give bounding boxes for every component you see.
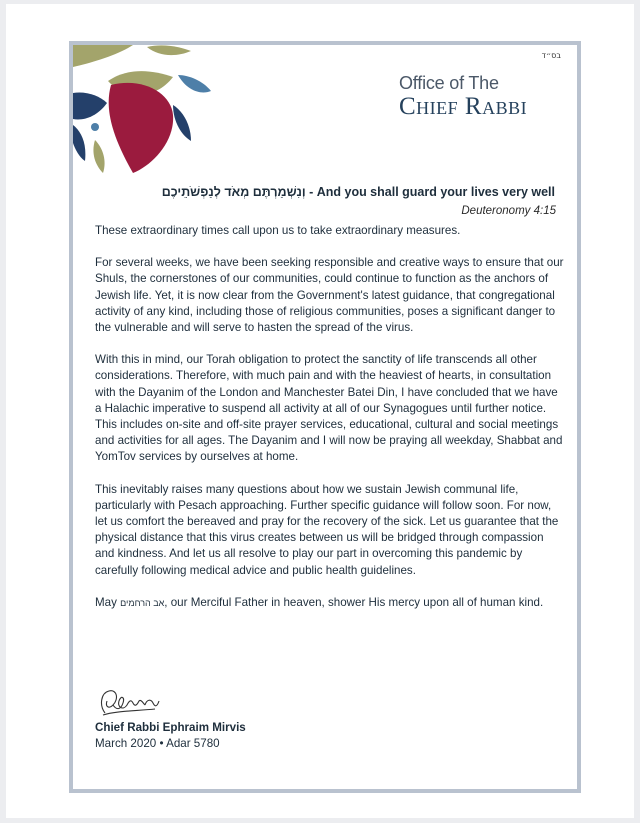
chief-rabbi-wordmark: Chief Rabbi [399,93,528,120]
bsd-mark: בס״ד [541,51,561,60]
closing-hebrew: אב הרחמים [120,597,165,608]
paragraph: This inevitably raises many questions about how we sustain Jewish communal life, particularly with Pesach approaching. Further specific guidance will follow soon. For now, let us comfort the bereaved and pray for the recovery of the sick. Let us guarantee that the physical distance that this virus creates between us will be bridged through compassion and kindness. And let us all resolve to play our part in overcoming this pandemic by carefully following medical advice and public health guidelines. [95,482,559,577]
leaf-logo-icon [73,45,213,175]
page-sheet [6,4,634,818]
letter-frame [69,41,581,793]
signature-icon [95,685,175,721]
letter-body [95,223,565,627]
verse-source: Deuteronomy 4:15 [461,205,556,217]
closing-paragraph: May אב הרחמים, our Merciful Father in heaven, shower His mercy upon all of human kind. [95,595,544,609]
paragraph: For several weeks, we have been seeking responsible and creative ways to ensure that our Shuls, the cornerstones of our communities, could continue to function as the anchors of Jewish life. Yet, it is now clear from the Government's latest guidance, that congregational activity of any kind, including those of religious communities, poses a significant danger to the vulnerable and will serve to hasten the spread of the virus. [95,256,564,335]
verse-hebrew: וְנִשְׁמַרְתֶּם מְאֹד לְנַפְשֹׁתֵיכֶם [161,185,306,199]
paragraph: These extraordinary times call upon us to take extraordinary measures. [95,224,461,237]
letter-date: March 2020 • Adar 5780 [95,737,220,750]
signatory-name: Chief Rabbi Ephraim Mirvis [95,721,246,734]
verse-quote [73,185,555,199]
verse-english: - And you shall guard your lives very well [305,185,555,199]
paragraph: With this in mind, our Torah obligation to protect the sanctity of life transcends all other considerations. Therefore, with much pain and with the heaviest of hearts, in consultation with the Dayanim of the London and Manchester Batei Din, I have concluded that we have a Halachic imperative to suspend all activity at all of our Synagogues until further notice. This includes on-site and off-site prayer services, educational, cultural and social meetings and activities for all ages. The Dayanim and I will now be praying all weekday, Shabbat and YomTov services by ourselves at home. [95,353,563,464]
office-of-the-label: Office of The [399,73,499,93]
